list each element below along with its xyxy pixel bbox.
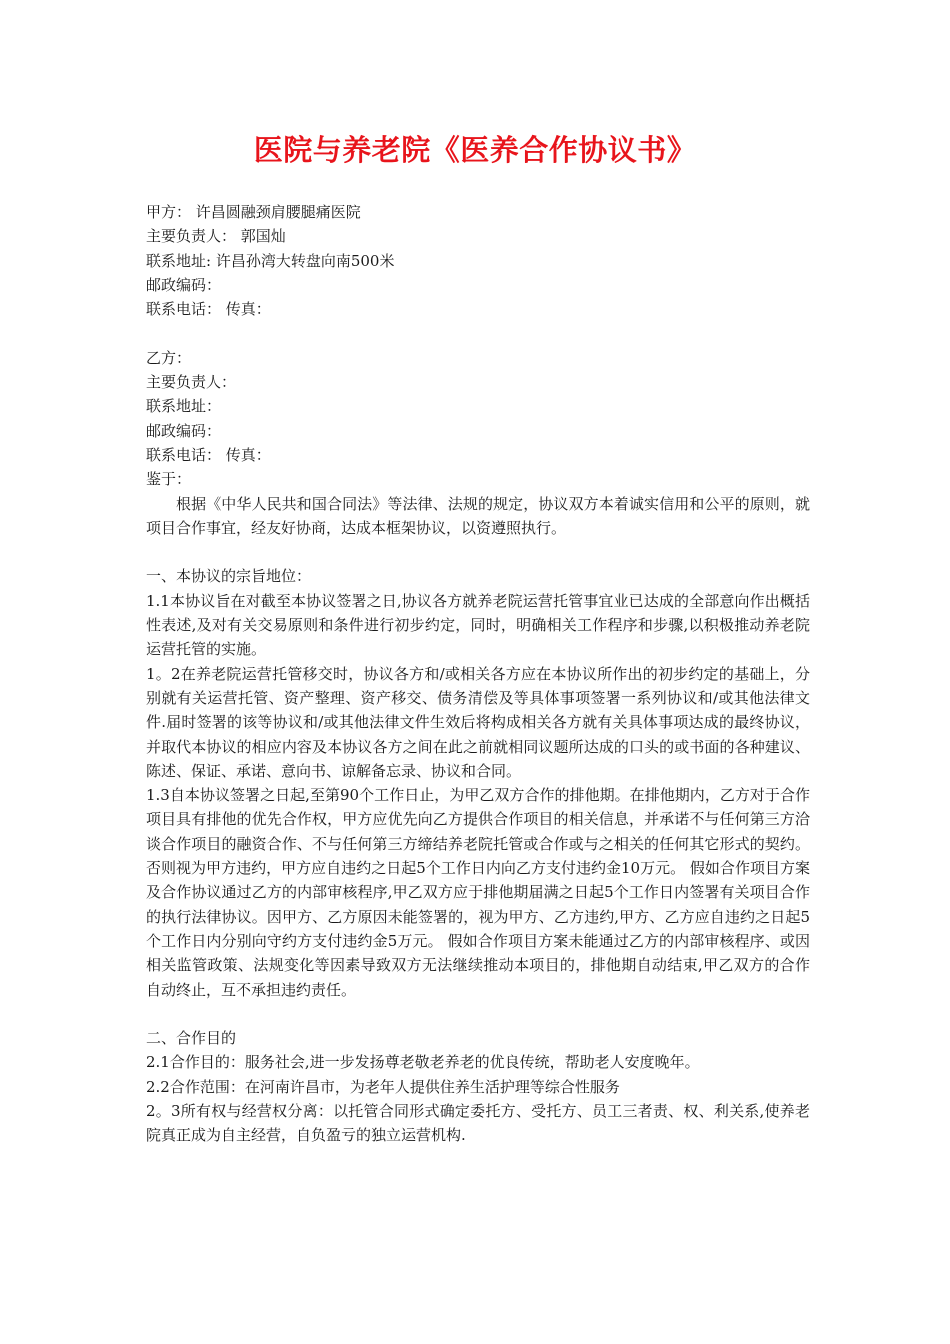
clause-2-3: 2。3所有权与经营权分离：以托管合同形式确定委托方、受托方、员工三者责、权、利关系,使养老院真正成为自主经营，自负盈亏的独立运营机构. <box>146 1101 810 1145</box>
document-title: 医院与养老院《医养合作协议书》 <box>253 133 697 167</box>
whereas-paragraph: 根据《中华人民共和国合同法》等法律、法规的规定，协议双方本着诚实信用和公平的原则，就项目合作事宜，经友好协商，达成本框架协议，以资遵照执行。 <box>146 494 810 537</box>
section-1-heading: 一、本协议的宗旨地位： <box>146 567 312 586</box>
party-a-postcode: 邮政编码： <box>146 275 222 294</box>
party-b-principal: 主要负责人： <box>146 373 237 392</box>
party-b-phone: 联系电话： 传真： <box>146 445 271 464</box>
party-b-address: 联系地址： <box>146 397 222 416</box>
party-a-phone: 联系电话： 传真： <box>146 300 271 319</box>
section-2-heading: 二、合作目的 <box>146 1029 237 1048</box>
spacer <box>146 540 810 564</box>
clause-1-2: 1。2在养老院运营托管移交时，协议各方和/或相关各方应在本协议所作出的初步约定的基础上，分别就有关运营托管、资产整理、资产移交、债务清偿及等具体事项签署一系列协议和/或其他法律文件.届时签署的该等协议和/或其他法律文件生效后将构成相关各方就有关具体事项达成的最终协议，并取代本协议的相应内容及本协议各方之间在此之前就相同议题所达成的口头的或书面的各种建议、陈述、保证、承诺、意向书、谅解备忘录、协议和合同。 <box>146 664 810 780</box>
clause-1-1: 1.1本协议旨在对截至本协议签署之日,协议各方就养老院运营托管事宜业已达成的全部意向作出概括性表述,及对有关交易原则和条件进行初步约定，同时，明确相关工作程序和步骤,以积极推动养老院运营托管的实施。 <box>146 591 810 659</box>
clause-2-1: 2.1合作目的：服务社会,进一步发扬尊老敬老养老的优良传统，帮助老人安度晚年。 <box>146 1053 700 1072</box>
party-a-address: 联系地址: 许昌孙湾大转盘向南500米 <box>146 251 395 270</box>
party-a-principal: 主要负责人： 郭国灿 <box>146 227 286 246</box>
party-b-name: 乙方： <box>146 348 192 367</box>
party-a-name: 甲方： 许昌圆融颈肩腰腿痛医院 <box>146 203 361 221</box>
whereas-label: 鉴于： <box>146 470 192 489</box>
clause-2-2: 2.2合作范围：在河南许昌市，为老年人提供住养生活护理等综合性服务 <box>146 1077 620 1096</box>
clause-1-3: 1.3自本协议签署之日起,至第90个工作日止，为甲乙双方合作的排他期。在排他期内，乙方对于合作项目具有排他的优先合作权，甲方应优先向乙方提供合作项目的相关信息，并承诺不与任何第三方洽谈合作项目的融资合作、不与任何第三方缔结养老院托管或合作或与之相关的任何其它形式的契约。 否则视为甲方违约，甲方应自违约之日起5个工作日内向乙方支付违约金10万元。 假如合作项目方案及合作协议通过乙方的内部审核程序,甲乙双方应于排他期届满之日起5个工作日内签署有关项目合作的执行法律协议。因甲方、乙方原因未能签署的，视为甲方、乙方违约,甲方、乙方应自违约之日起5个工作日内分别向守约方支付违约金5万元。 假如合作项目方案未能通过乙方的内部审核程序、或因相关监管政策、法规变化等因素导致双方无法继续推动本项目的，排他期自动结束,甲乙双方的合作自动终止，互不承担违约责任。 <box>146 786 810 999</box>
document-body <box>146 200 810 1148</box>
party-b-postcode: 邮政编码： <box>146 421 222 440</box>
spacer <box>146 1002 810 1026</box>
spacer <box>146 321 810 345</box>
